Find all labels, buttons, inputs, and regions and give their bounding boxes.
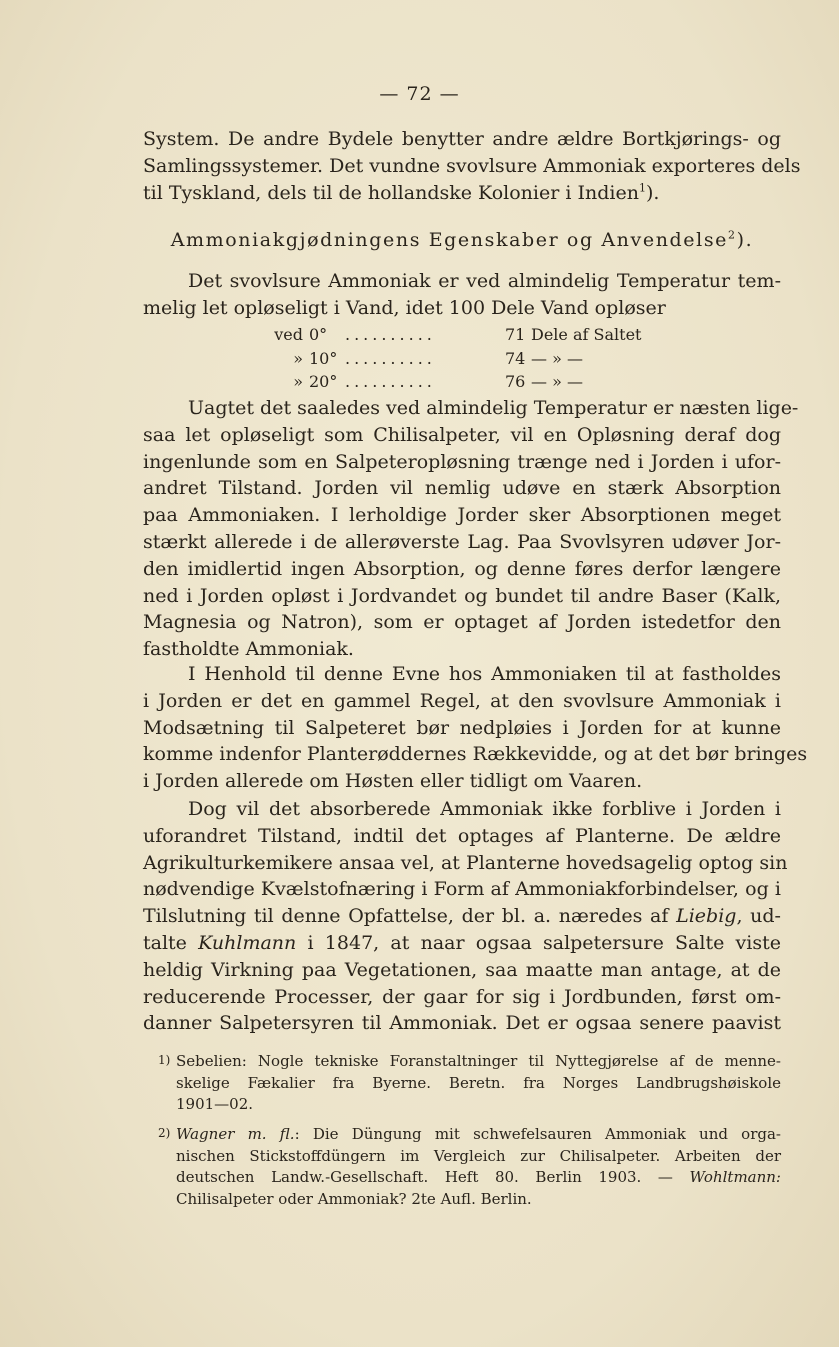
text-line: stærkt allerede i de allerøverste Lag. Paa Svovlsyren udøver Jor- (143, 530, 781, 553)
text-line: Samlingssystemer. Det vundne svovlsure Ammoniak exporteres dels (143, 154, 801, 177)
author-wagner: Wagner m. fl. (176, 1125, 295, 1143)
heading-end: ). (736, 229, 754, 251)
text-segment: , ud- (736, 905, 781, 928)
row-unit: — » — (531, 372, 583, 391)
row-temperature: 0° (309, 325, 328, 344)
row-prefix: ved (274, 325, 303, 344)
heading-text: Ammoniakgjødningens Egenskaber og Anvendelse (170, 229, 729, 251)
paragraph-3 (143, 395, 799, 663)
footnote-mark: 2) (158, 1126, 171, 1140)
text-line: i Jorden er det en gammel Regel, at den svovlsure Ammoniak i (143, 689, 781, 712)
text-line: heldig Virkning paa Vegetationen, saa maatte man antage, at de (143, 958, 781, 981)
text-segment: i 1847, at naar ogsaa salpetersure Salte viste (307, 931, 781, 954)
author-liebig: Liebig (676, 905, 737, 928)
footnote-line (176, 1124, 781, 1146)
footnote-line: Sebelien: Nogle tekniske Foranstaltninger til Nyttegjørelse af de menne- (176, 1052, 781, 1070)
text-line (143, 180, 781, 207)
paragraph-4 (143, 661, 808, 795)
footnote-body (143, 1051, 781, 1116)
footnote-line (176, 1167, 781, 1189)
row-value: 76 (505, 372, 526, 391)
footnote-1 (143, 1051, 781, 1116)
row-leader-dots: .......... (345, 348, 436, 368)
footnote-line: Chilisalpeter oder Ammoniak? 2te Aufl. Berlin. (176, 1189, 532, 1208)
row-temperature: 20° (309, 372, 338, 391)
row-unit: — » — (531, 348, 583, 368)
text-line: Magnesia og Natron), som er optaget af Jorden istedetfor den (143, 611, 781, 634)
author-kuhlmann: Kuhlmann (198, 931, 297, 954)
row-leader-dots: .......... (345, 325, 436, 344)
text-line: danner Salpetersyren til Ammoniak. Det er ogsaa senere paavist (143, 1012, 781, 1035)
section-heading (143, 229, 781, 251)
text-line (143, 930, 781, 957)
text-line: komme indenfor Planterøddernes Rækkevidde, og at det bør bringes (143, 743, 808, 766)
text-line: ned i Jorden opløst i Jordvandet og bundet til andre Baser (Kalk, (143, 584, 781, 607)
text-line: fastholdte Ammoniak. (143, 638, 354, 661)
text-line: saa let opløseligt som Chilisalpeter, vil en Opløsning deraf dog (143, 423, 781, 446)
text-line: nødvendige Kvælstofnæring i Form af Ammoniakforbindelser, og i (143, 878, 781, 901)
footnote-2 (143, 1124, 781, 1210)
row-leader-dots: .......... (345, 372, 436, 391)
text-segment: til Tyskland, dels til de hollandske Kolonier i Indien (143, 181, 639, 204)
text-line: Dog vil det absorberede Ammoniak ikke forblive i Jorden i (188, 798, 781, 820)
text-line: Uagtet det saaledes ved almindelig Temperatur er næsten lige- (188, 397, 799, 419)
text-line (143, 903, 781, 930)
paragraph-5 (143, 796, 788, 1037)
text-line: ingenlunde som en Salpeteropløsning trænge ned i Jorden i ufor- (143, 450, 781, 473)
footnote-line: skelige Fækalier fra Byerne. Beretn. fra Norges Landbrugshøiskole (176, 1073, 781, 1092)
footnote-line: nischen Stickstoffdüngern im Vergleich zur Chilisalpeter. Arbeiten der (176, 1146, 781, 1165)
footnote-body (143, 1124, 781, 1210)
author-wohltmann: Wohltmann: (689, 1168, 781, 1186)
footnote-line: 1901—02. (176, 1095, 254, 1113)
paragraph-2 (143, 268, 781, 322)
text-line: System. De andre Bydele benytter andre ældre Bortkjørings- og (143, 128, 781, 150)
text-line: den imidlertid ingen Absorption, og denne føres derfor længere (143, 557, 781, 580)
row-value: 71 (505, 325, 526, 344)
text-line: uforandret Tilstand, indtil det optages af Planterne. De ældre (143, 824, 781, 847)
footnote-ref: 2 (728, 228, 737, 242)
text-segment: : Die Düngung mit schwefelsauren Ammoniak und orga- (294, 1125, 781, 1143)
row-unit: Dele af Saltet (531, 325, 642, 344)
text-segment: Tilslutning til denne Opfattelse, der bl. a. næredes af (143, 905, 669, 928)
text-line: Modsætning til Salpeteret bør nedpløies i Jorden for at kunne (143, 716, 781, 739)
text-segment: ). (645, 181, 660, 204)
table-row (255, 323, 675, 347)
text-line: i Jorden allerede om Høsten eller tidligt om Vaaren. (143, 770, 643, 793)
text-segment: talte (143, 931, 187, 954)
row-prefix: » (293, 372, 303, 391)
text-line: paa Ammoniaken. I lerholdige Jorder sker Absorptionen meget (143, 504, 781, 527)
footnote-ref: 1 (638, 181, 646, 195)
text-line: Agrikulturkemikere ansaa vel, at Planterne hovedsagelig optog sin (143, 851, 788, 874)
row-value: 74 (505, 348, 526, 368)
page-number: — 72 — (379, 83, 460, 105)
row-prefix: » (293, 348, 303, 368)
table-row (255, 370, 675, 394)
text-line: melig let opløseligt i Vand, idet 100 Dele Vand opløser (143, 296, 666, 319)
table-row (255, 347, 675, 371)
text-segment: deutschen Landw.-Gesellschaft. Heft 80. Berlin 1903. — (176, 1168, 673, 1186)
row-temperature: 10° (309, 348, 338, 368)
text-line: andret Tilstand. Jorden vil nemlig udøve en stærk Absorption (143, 477, 781, 500)
text-line: reducerende Processer, der gaar for sig i Jordbunden, først om- (143, 985, 781, 1008)
text-line: I Henhold til denne Evne hos Ammoniaken til at fastholdes (188, 663, 781, 685)
text-line: Det svovlsure Ammoniak er ved almindelig Temperatur tem- (188, 270, 781, 292)
paragraph-1 (143, 126, 801, 206)
solubility-table (255, 323, 675, 394)
footnote-mark: 1) (158, 1053, 171, 1067)
